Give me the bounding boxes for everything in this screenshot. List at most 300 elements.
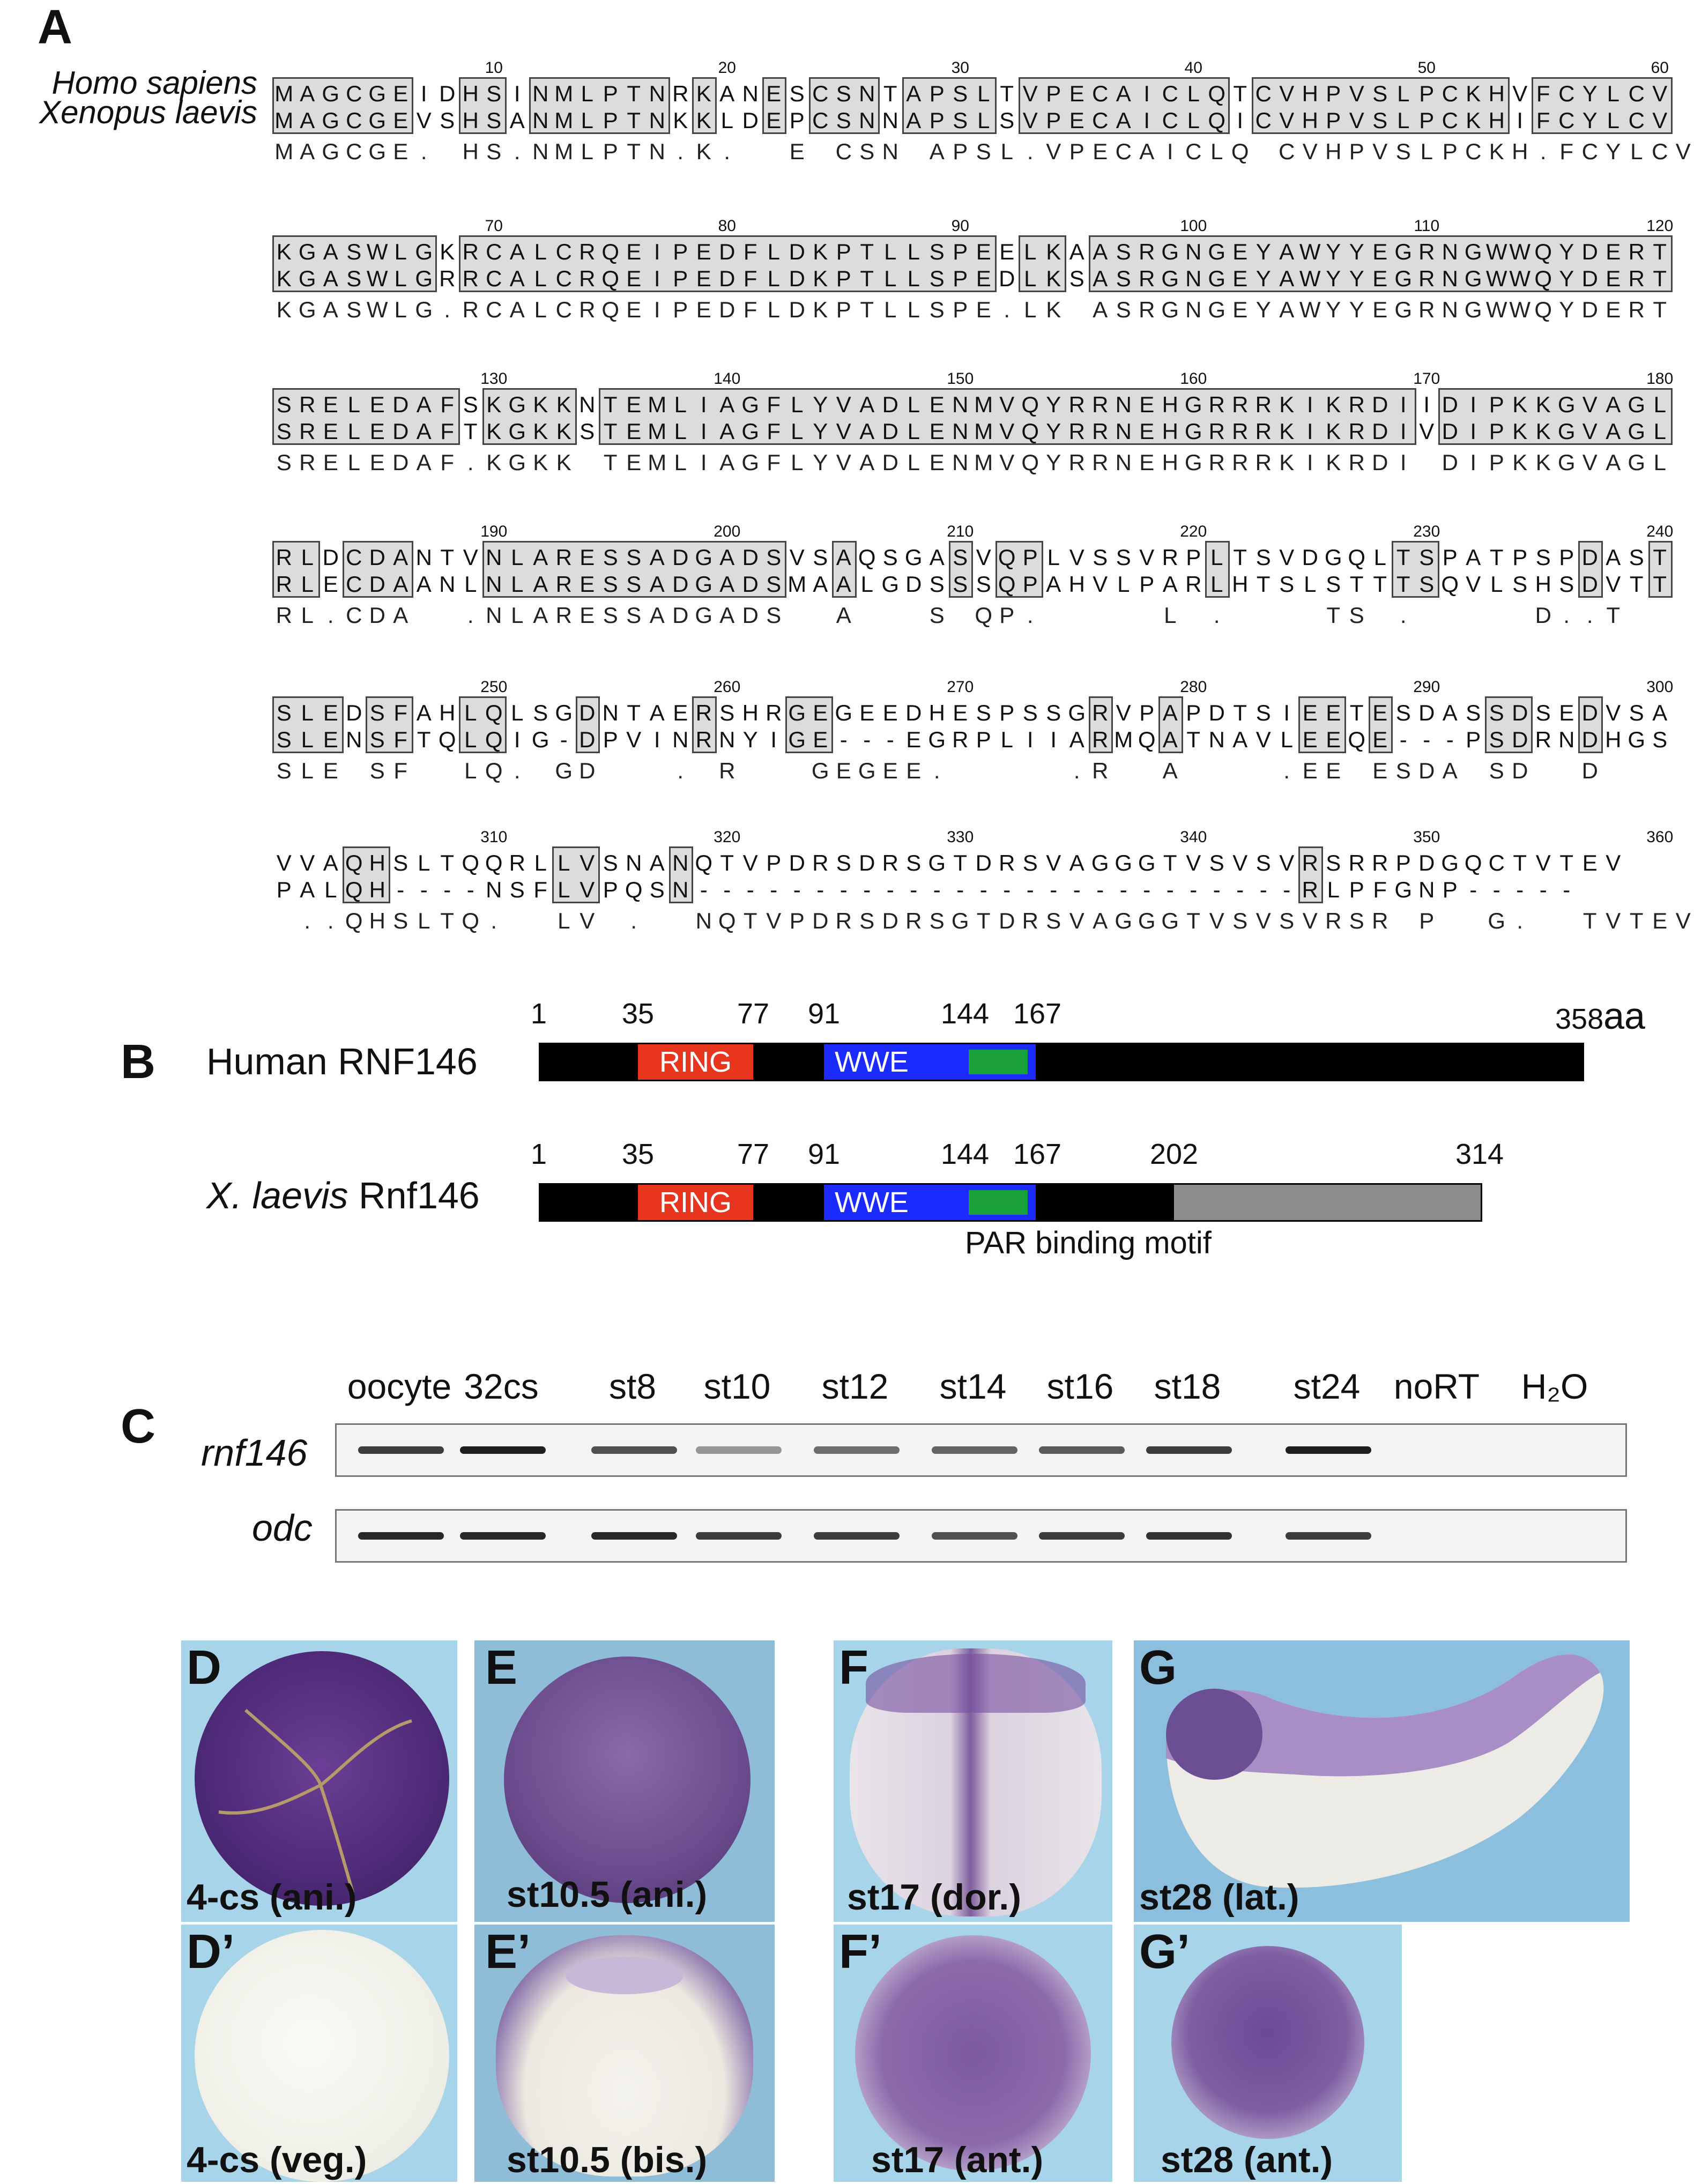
residue: E bbox=[1606, 266, 1621, 291]
residue: T bbox=[976, 908, 991, 933]
residue: N bbox=[532, 81, 549, 106]
residue: L bbox=[511, 545, 524, 570]
residue: - bbox=[1283, 877, 1291, 902]
residue bbox=[529, 757, 553, 784]
residue: A bbox=[393, 571, 408, 597]
residue: R bbox=[1208, 450, 1225, 475]
residue: A bbox=[1606, 450, 1621, 475]
caption-e: st10.5 (ani.) bbox=[507, 1874, 708, 1915]
residue: I bbox=[1306, 450, 1313, 475]
residue: E bbox=[626, 450, 642, 475]
panel-letter-gprime: G’ bbox=[1139, 1925, 1191, 1979]
residue: S bbox=[836, 81, 851, 106]
residue: T bbox=[860, 266, 874, 291]
residue: V bbox=[1512, 81, 1528, 106]
panel-letter-f: F bbox=[839, 1641, 868, 1695]
residue: L bbox=[720, 108, 733, 133]
residue: E bbox=[393, 81, 408, 106]
residue: A bbox=[836, 571, 851, 597]
residue: V bbox=[579, 850, 595, 875]
xenopus-sequence-row bbox=[272, 265, 1677, 292]
residue: E bbox=[1069, 108, 1084, 133]
residue: I bbox=[1400, 450, 1407, 475]
residue bbox=[1462, 602, 1485, 629]
residue: S bbox=[929, 266, 945, 291]
xen-pos-167: 167 bbox=[1013, 1138, 1062, 1170]
residue: A bbox=[1606, 392, 1621, 417]
gel-band bbox=[1146, 1446, 1232, 1454]
residue: G bbox=[508, 419, 526, 444]
residue bbox=[785, 602, 809, 629]
residue: S bbox=[603, 850, 618, 875]
residue: C bbox=[1162, 108, 1178, 133]
residue: R bbox=[1348, 392, 1365, 417]
residue: C bbox=[1442, 81, 1458, 106]
residue: S bbox=[929, 603, 945, 628]
residue: I bbox=[700, 450, 707, 475]
residue: K bbox=[533, 419, 548, 444]
residue: - bbox=[1563, 877, 1571, 902]
image-d-4cs-animal bbox=[181, 1640, 457, 1922]
residue: D bbox=[999, 908, 1015, 933]
residue: S bbox=[953, 81, 968, 106]
residue: T bbox=[1186, 727, 1201, 752]
residue: L bbox=[884, 266, 897, 291]
residue: - bbox=[746, 877, 754, 902]
residue: G bbox=[415, 266, 433, 291]
residue: S bbox=[346, 297, 362, 322]
residue: . bbox=[933, 758, 940, 783]
residue: R bbox=[1092, 392, 1109, 417]
residue: R bbox=[1628, 266, 1645, 291]
residue: E bbox=[1606, 239, 1621, 264]
residue: V bbox=[1606, 571, 1621, 597]
residue: S bbox=[276, 450, 292, 475]
residue: K bbox=[533, 450, 548, 475]
residue: Q bbox=[485, 850, 503, 875]
alignment-position-number: 160 bbox=[1180, 370, 1207, 388]
residue: G bbox=[368, 139, 387, 164]
residue bbox=[412, 757, 436, 784]
residue: D bbox=[882, 908, 898, 933]
residue: S bbox=[1489, 700, 1504, 725]
residue: A bbox=[416, 700, 432, 725]
residue: - bbox=[863, 877, 871, 902]
residue: Q bbox=[485, 700, 503, 725]
residue: C bbox=[812, 81, 829, 106]
residue: . bbox=[491, 908, 497, 933]
residue: V bbox=[1279, 850, 1295, 875]
residue bbox=[762, 138, 786, 165]
residue: K bbox=[696, 108, 711, 133]
panel-letter-g: G bbox=[1139, 1641, 1177, 1695]
residue: G bbox=[555, 700, 573, 725]
residue: Q bbox=[345, 908, 363, 933]
residue: S bbox=[369, 700, 385, 725]
residue: V bbox=[1582, 419, 1598, 444]
residue: R bbox=[835, 908, 852, 933]
residue: L bbox=[767, 297, 780, 322]
residue: S bbox=[276, 758, 292, 783]
residue: E bbox=[673, 700, 688, 725]
residue: - bbox=[793, 877, 801, 902]
alignment-position-number: 140 bbox=[714, 370, 741, 388]
residue: L bbox=[347, 419, 360, 444]
residue: E bbox=[976, 297, 991, 322]
alignment-position-number: 150 bbox=[947, 370, 974, 388]
residue: H bbox=[1535, 571, 1551, 597]
residue: C bbox=[486, 239, 502, 264]
residue: L bbox=[1653, 450, 1666, 475]
residue: L bbox=[674, 392, 687, 417]
residue: C bbox=[555, 239, 572, 264]
residue: D bbox=[1581, 266, 1598, 291]
residue: L bbox=[907, 297, 920, 322]
residue: V bbox=[1022, 108, 1038, 133]
residue: S bbox=[276, 419, 292, 444]
residue: Q bbox=[1464, 850, 1482, 875]
residue: R bbox=[579, 239, 596, 264]
residue: G bbox=[1184, 450, 1202, 475]
residue: I bbox=[514, 727, 521, 752]
residue: L bbox=[907, 419, 920, 444]
residue: S bbox=[1255, 545, 1271, 570]
residue: L bbox=[394, 266, 407, 291]
residue: V bbox=[1582, 450, 1598, 475]
residue: K bbox=[696, 139, 711, 164]
residue: G bbox=[1628, 727, 1646, 752]
residue: A bbox=[813, 571, 828, 597]
residue: L bbox=[534, 297, 547, 322]
residue bbox=[1415, 602, 1439, 629]
residue: E bbox=[1652, 908, 1668, 933]
residue: I bbox=[1167, 139, 1173, 164]
residue: S bbox=[1395, 139, 1411, 164]
consensus-sequence-row bbox=[272, 757, 1677, 784]
gel-band bbox=[1286, 1532, 1371, 1540]
residue: P bbox=[976, 727, 991, 752]
residue: E bbox=[813, 700, 828, 725]
residue bbox=[972, 757, 995, 784]
residue: F bbox=[440, 392, 455, 417]
residue: Y bbox=[1559, 297, 1574, 322]
residue: V bbox=[1582, 392, 1598, 417]
residue: S bbox=[1395, 700, 1411, 725]
residue: G bbox=[555, 758, 573, 783]
residue: D bbox=[1302, 545, 1318, 570]
residue: D bbox=[392, 450, 409, 475]
residue: - bbox=[1446, 727, 1454, 752]
residue: P bbox=[1069, 139, 1084, 164]
residue: E bbox=[1139, 450, 1155, 475]
residue: A bbox=[393, 603, 408, 628]
residue: S bbox=[1419, 571, 1435, 597]
residue bbox=[506, 908, 529, 934]
residue bbox=[645, 908, 669, 934]
residue: S bbox=[1419, 545, 1435, 570]
alignment-position-number: 180 bbox=[1646, 370, 1674, 388]
residue: S bbox=[999, 108, 1015, 133]
residue: N bbox=[1185, 266, 1202, 291]
residue: E bbox=[859, 700, 875, 725]
alignment-position-number: 290 bbox=[1413, 678, 1440, 696]
alignment-position-number: 280 bbox=[1180, 678, 1207, 696]
residue: N bbox=[415, 545, 432, 570]
residue: E bbox=[579, 571, 595, 597]
residue: K bbox=[486, 392, 502, 417]
gel-band bbox=[696, 1532, 782, 1540]
residue: T bbox=[1582, 908, 1597, 933]
residue: N bbox=[859, 108, 875, 133]
residue: A bbox=[300, 139, 315, 164]
residue bbox=[436, 138, 459, 165]
residue: N bbox=[1185, 239, 1202, 264]
residue: N bbox=[952, 419, 969, 444]
gel-band bbox=[814, 1532, 900, 1540]
residue: V bbox=[999, 392, 1015, 417]
residue bbox=[739, 757, 762, 784]
residue: V bbox=[1279, 545, 1295, 570]
residue: D bbox=[1418, 758, 1435, 783]
gel-band bbox=[1039, 1446, 1125, 1454]
residue: E bbox=[393, 108, 408, 133]
residue bbox=[1555, 908, 1579, 934]
residue bbox=[809, 138, 833, 165]
residue: P bbox=[603, 81, 618, 106]
residue: T bbox=[627, 139, 641, 164]
residue: D bbox=[346, 700, 362, 725]
residue: S bbox=[1022, 850, 1038, 875]
residue: F bbox=[533, 877, 548, 902]
human-ring-domain: RING bbox=[638, 1044, 753, 1080]
residue: R bbox=[1232, 392, 1249, 417]
residue: P bbox=[603, 727, 618, 752]
residue: P bbox=[1419, 908, 1435, 933]
residue: N bbox=[1115, 419, 1132, 444]
residue: F bbox=[1559, 139, 1574, 164]
residue: R bbox=[1348, 419, 1365, 444]
residue: Q bbox=[1231, 139, 1249, 164]
alignment-position-number: 40 bbox=[1184, 59, 1202, 77]
residue: E bbox=[1372, 700, 1388, 725]
residue: I bbox=[1143, 108, 1150, 133]
residue: F bbox=[1373, 877, 1387, 902]
residue: - bbox=[1399, 727, 1407, 752]
residue: P bbox=[953, 266, 968, 291]
residue: Q bbox=[625, 877, 643, 902]
residue: G bbox=[951, 908, 969, 933]
residue: L bbox=[977, 81, 990, 106]
residue: K bbox=[813, 239, 828, 264]
residue: H bbox=[462, 108, 479, 133]
residue: T bbox=[720, 850, 734, 875]
residue: S bbox=[626, 571, 642, 597]
residue: N bbox=[952, 450, 969, 475]
residue: P bbox=[1022, 571, 1038, 597]
residue: R bbox=[462, 266, 479, 291]
residue: I bbox=[1517, 108, 1524, 133]
residue: M bbox=[974, 392, 993, 417]
residue: P bbox=[603, 877, 618, 902]
residue: L bbox=[907, 239, 920, 264]
residue: F bbox=[743, 297, 757, 322]
residue: A bbox=[1442, 758, 1458, 783]
lane-label: st12 bbox=[821, 1366, 889, 1406]
residue: Y bbox=[1559, 239, 1574, 264]
residue: L bbox=[1117, 571, 1130, 597]
residue: T bbox=[860, 297, 874, 322]
alignment-position-number: 50 bbox=[1417, 59, 1436, 77]
residue: C bbox=[1465, 139, 1482, 164]
residue: - bbox=[723, 877, 731, 902]
residue: E bbox=[1232, 239, 1248, 264]
residue: T bbox=[1256, 571, 1270, 597]
residue: S bbox=[1255, 700, 1271, 725]
residue: W bbox=[366, 297, 388, 322]
residue: - bbox=[886, 877, 894, 902]
residue bbox=[1182, 602, 1206, 629]
residue: Y bbox=[1559, 266, 1574, 291]
residue: F bbox=[1536, 81, 1550, 106]
residue: K bbox=[673, 108, 688, 133]
residue: A bbox=[719, 545, 735, 570]
residue: S bbox=[369, 758, 385, 783]
residue: G bbox=[1394, 297, 1413, 322]
xen-pos-144: 144 bbox=[940, 1138, 990, 1170]
residue: M bbox=[554, 81, 574, 106]
residue: V bbox=[1069, 908, 1084, 933]
xenopus-ring-domain: RING bbox=[638, 1185, 753, 1220]
residue: . bbox=[514, 139, 521, 164]
xenopus-species-italic: X. laevis bbox=[206, 1175, 348, 1216]
residue bbox=[272, 908, 296, 934]
residue: D bbox=[1581, 758, 1598, 783]
residue: L bbox=[324, 877, 337, 902]
residue: . bbox=[1586, 603, 1593, 628]
residue: V bbox=[1279, 81, 1295, 106]
residue: R bbox=[555, 603, 572, 628]
residue: A bbox=[533, 545, 548, 570]
alignment-position-number: 60 bbox=[1651, 59, 1669, 77]
residue: R bbox=[766, 700, 782, 725]
alignment-position-number: 300 bbox=[1646, 678, 1674, 696]
residue: E bbox=[836, 758, 851, 783]
image-dprime-4cs-vegetal bbox=[181, 1925, 457, 2182]
residue: K bbox=[556, 419, 571, 444]
residue: A bbox=[416, 392, 432, 417]
residue: L bbox=[1000, 727, 1013, 752]
human-wwe-label: WWE bbox=[835, 1046, 909, 1078]
residue: Q bbox=[1208, 108, 1226, 133]
residue: Y bbox=[1582, 81, 1598, 106]
panel-letter-eprime: E’ bbox=[485, 1925, 531, 1979]
alignment-position-number: 310 bbox=[480, 828, 508, 846]
residue: P bbox=[1022, 545, 1038, 570]
residue: H bbox=[462, 81, 479, 106]
residue: A bbox=[1093, 266, 1108, 291]
residue: V bbox=[1279, 108, 1295, 133]
residue: - bbox=[560, 727, 568, 752]
residue: G bbox=[368, 81, 387, 106]
residue: T bbox=[603, 450, 618, 475]
residue: H bbox=[1302, 108, 1318, 133]
residue: S bbox=[1559, 571, 1574, 597]
residue: - bbox=[1259, 877, 1267, 902]
residue: N bbox=[742, 81, 759, 106]
xen-pos-1: 1 bbox=[530, 1138, 547, 1170]
residue: E bbox=[369, 450, 385, 475]
residue: W bbox=[366, 239, 388, 264]
residue bbox=[1532, 908, 1555, 934]
lane-label: st16 bbox=[1046, 1366, 1114, 1406]
residue: L bbox=[1047, 545, 1060, 570]
residue: A bbox=[719, 81, 735, 106]
residue: G bbox=[904, 545, 923, 570]
residue: V bbox=[1675, 139, 1691, 164]
residue: G bbox=[1464, 239, 1482, 264]
residue: L bbox=[1397, 108, 1410, 133]
residue: I bbox=[653, 297, 660, 322]
residue: R bbox=[1092, 700, 1109, 725]
residue: R bbox=[579, 266, 596, 291]
residue: - bbox=[770, 877, 778, 902]
residue: D bbox=[1372, 392, 1388, 417]
residue: F bbox=[440, 450, 455, 475]
residue: E bbox=[393, 139, 408, 164]
residue: . bbox=[630, 908, 637, 933]
residue: G bbox=[1208, 266, 1226, 291]
residue: G bbox=[1464, 297, 1482, 322]
residue: Y bbox=[813, 419, 828, 444]
residue: . bbox=[1400, 603, 1407, 628]
residue: N bbox=[1418, 877, 1435, 902]
alignment-position-number: 360 bbox=[1646, 828, 1674, 846]
residue: R bbox=[1418, 297, 1435, 322]
alignment-position-number: 80 bbox=[718, 217, 736, 235]
residue: G bbox=[881, 571, 900, 597]
residue: Y bbox=[1349, 266, 1364, 291]
residue: P bbox=[1442, 139, 1458, 164]
xenopus-protein-name bbox=[206, 1174, 480, 1217]
residue: T bbox=[953, 850, 968, 875]
residue: E bbox=[323, 392, 338, 417]
residue: L bbox=[907, 392, 920, 417]
residue: G bbox=[741, 392, 760, 417]
residue: Q bbox=[1534, 266, 1552, 291]
residue: V bbox=[1606, 908, 1621, 933]
residue: Q bbox=[1208, 81, 1226, 106]
residue: N bbox=[649, 81, 665, 106]
residue: D bbox=[369, 545, 385, 570]
residue: R bbox=[1418, 239, 1435, 264]
residue: D bbox=[672, 603, 689, 628]
residue: L bbox=[347, 450, 360, 475]
residue: - bbox=[839, 727, 848, 752]
image-f-st17-dorsal bbox=[834, 1640, 1112, 1922]
residue: I bbox=[1400, 419, 1407, 444]
human-pos-91: 91 bbox=[807, 998, 841, 1030]
residue: C bbox=[812, 108, 829, 133]
residue: L bbox=[511, 700, 524, 725]
caption-d: 4-cs (ani.) bbox=[187, 1877, 357, 1918]
residue: V bbox=[766, 908, 782, 933]
residue: A bbox=[1116, 108, 1131, 133]
residue: K bbox=[1279, 450, 1295, 475]
residue: H bbox=[1488, 81, 1505, 106]
residue: G bbox=[1557, 419, 1576, 444]
residue: W bbox=[1485, 239, 1507, 264]
residue bbox=[669, 908, 693, 934]
